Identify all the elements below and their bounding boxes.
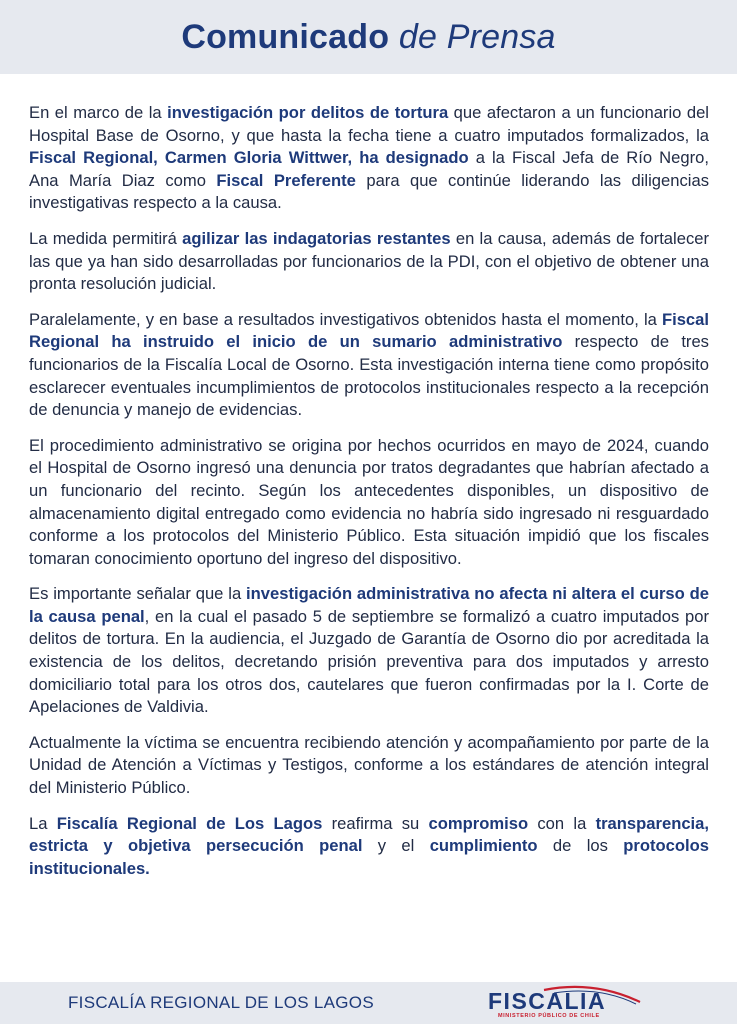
emphasis-text: cumplimiento (429, 836, 538, 856)
body-text: , en la cual el pasado 5 de septiembre se formalizó a cuatro imputados por delitos de tortura. En la audiencia, el Juzgado de Garantía de Osorno dio por acreditada la existencia de los delitos, decretando prisión preventiva para dos imputados y arresto domiciliario total para los otros dos, cautelares que fueron confirmadas por la I. Corte de Apelaciones de Valdivia. (29, 606, 710, 717)
paragraph-6 (29, 732, 709, 800)
paragraph-7 (29, 813, 709, 881)
body-text: La medida permitirá (29, 228, 183, 248)
emphasis-text: Fiscalía Regional de Los Lagos (56, 813, 323, 833)
footer-band (0, 982, 737, 1024)
body-text: Es importante señalar que la (29, 584, 247, 604)
logo-subtitle: MINISTERIO PÚBLICO DE CHILE (498, 1013, 600, 1019)
emphasis-text: Fiscal Regional, Carmen Gloria Wittwer, ha designado (29, 148, 469, 168)
emphasis-text: agilizar las indagatorias restantes (182, 228, 451, 248)
emphasis-text: transparencia, estricta y objetiva persecución penal (29, 813, 710, 856)
emphasis-text: compromiso (428, 813, 529, 833)
body-text: reafirma su (322, 813, 429, 833)
paragraph-1 (29, 102, 709, 215)
body-text: Actualmente la víctima se encuentra recibiendo atención y acompañamiento por parte de la Unidad de Atención a Víctimas y Testigos, conforme a los estándares de atención integral del Ministerio Público. (29, 732, 709, 798)
emphasis-text: investigación administrativa no afecta ni altera el curso de la causa penal (29, 584, 710, 626)
emphasis-text: Fiscal Regional ha instruido el inicio de un sumario administrativo (29, 309, 709, 352)
body-text: El procedimiento administrativo se origina por hechos ocurridos en mayo de 2024, cuando el Hospital de Osorno ingresó una denuncia por tratos degradantes que habrían afectado a un funcionario del recinto. Según los antecedentes disponibles, un dispositivo de almacenamiento digital entregado como evidencia no habría sido ingresado ni resguardado conforme a los protocolos del Ministerio Público. Esta situación impidió que los fiscales tomaran conocimiento oportuno del ingreso del dispositivo. (29, 435, 709, 568)
body-text: y el (362, 836, 430, 856)
body-text: de los (537, 836, 624, 856)
emphasis-text: protocolos institucionales. (29, 836, 709, 878)
body-text: para que continúe liderando las diligencias investigativas respecto a la causa. (29, 170, 710, 213)
body-text: Paralelamente, y en base a resultados investigativos obtenidos hasta el momento, la (29, 309, 662, 329)
title-bold: Comunicado (181, 17, 390, 56)
body-text: que afectaron a un funcionario del Hospital Base de Osorno, y que hasta la fecha tiene a cuatro imputados formalizados, la (29, 103, 709, 145)
body-text: con la (528, 813, 596, 833)
paragraph-3 (29, 309, 709, 422)
body-text: respecto de tres funcionarios de la Fiscalía Local de Osorno. Esta investigación interna tiene como propósito esclarecer eventuales incumplimientos de protocolos institucionales respecto a la recepción de denuncia y manejo de evidencias. (29, 332, 709, 420)
header-band (0, 0, 737, 74)
paragraph-2 (29, 228, 709, 296)
press-release-body (29, 102, 709, 893)
body-text: a la Fiscal Jefa de Río Negro, Ana María Diaz como (29, 148, 709, 190)
emphasis-text: investigación por delitos de tortura (167, 103, 449, 122)
paragraph-4 (29, 435, 709, 571)
emphasis-text: Fiscal Preferente (216, 170, 356, 190)
page-title (181, 18, 555, 57)
body-text: en la causa, además de fortalecer las que ya han sido desarrolladas por funcionarios de la PDI, con el objetivo de obtener una pronta resolución judicial. (29, 228, 710, 294)
footer-text: FISCALÍA REGIONAL DE LOS LAGOS (68, 993, 374, 1012)
paragraph-5 (29, 583, 709, 719)
body-text: La (29, 813, 57, 833)
body-text: En el marco de la (29, 103, 168, 122)
fiscalia-logo-icon (484, 984, 644, 1022)
logo-word: FISCALIA (488, 988, 607, 1014)
title-italic: de Prensa (398, 17, 556, 56)
